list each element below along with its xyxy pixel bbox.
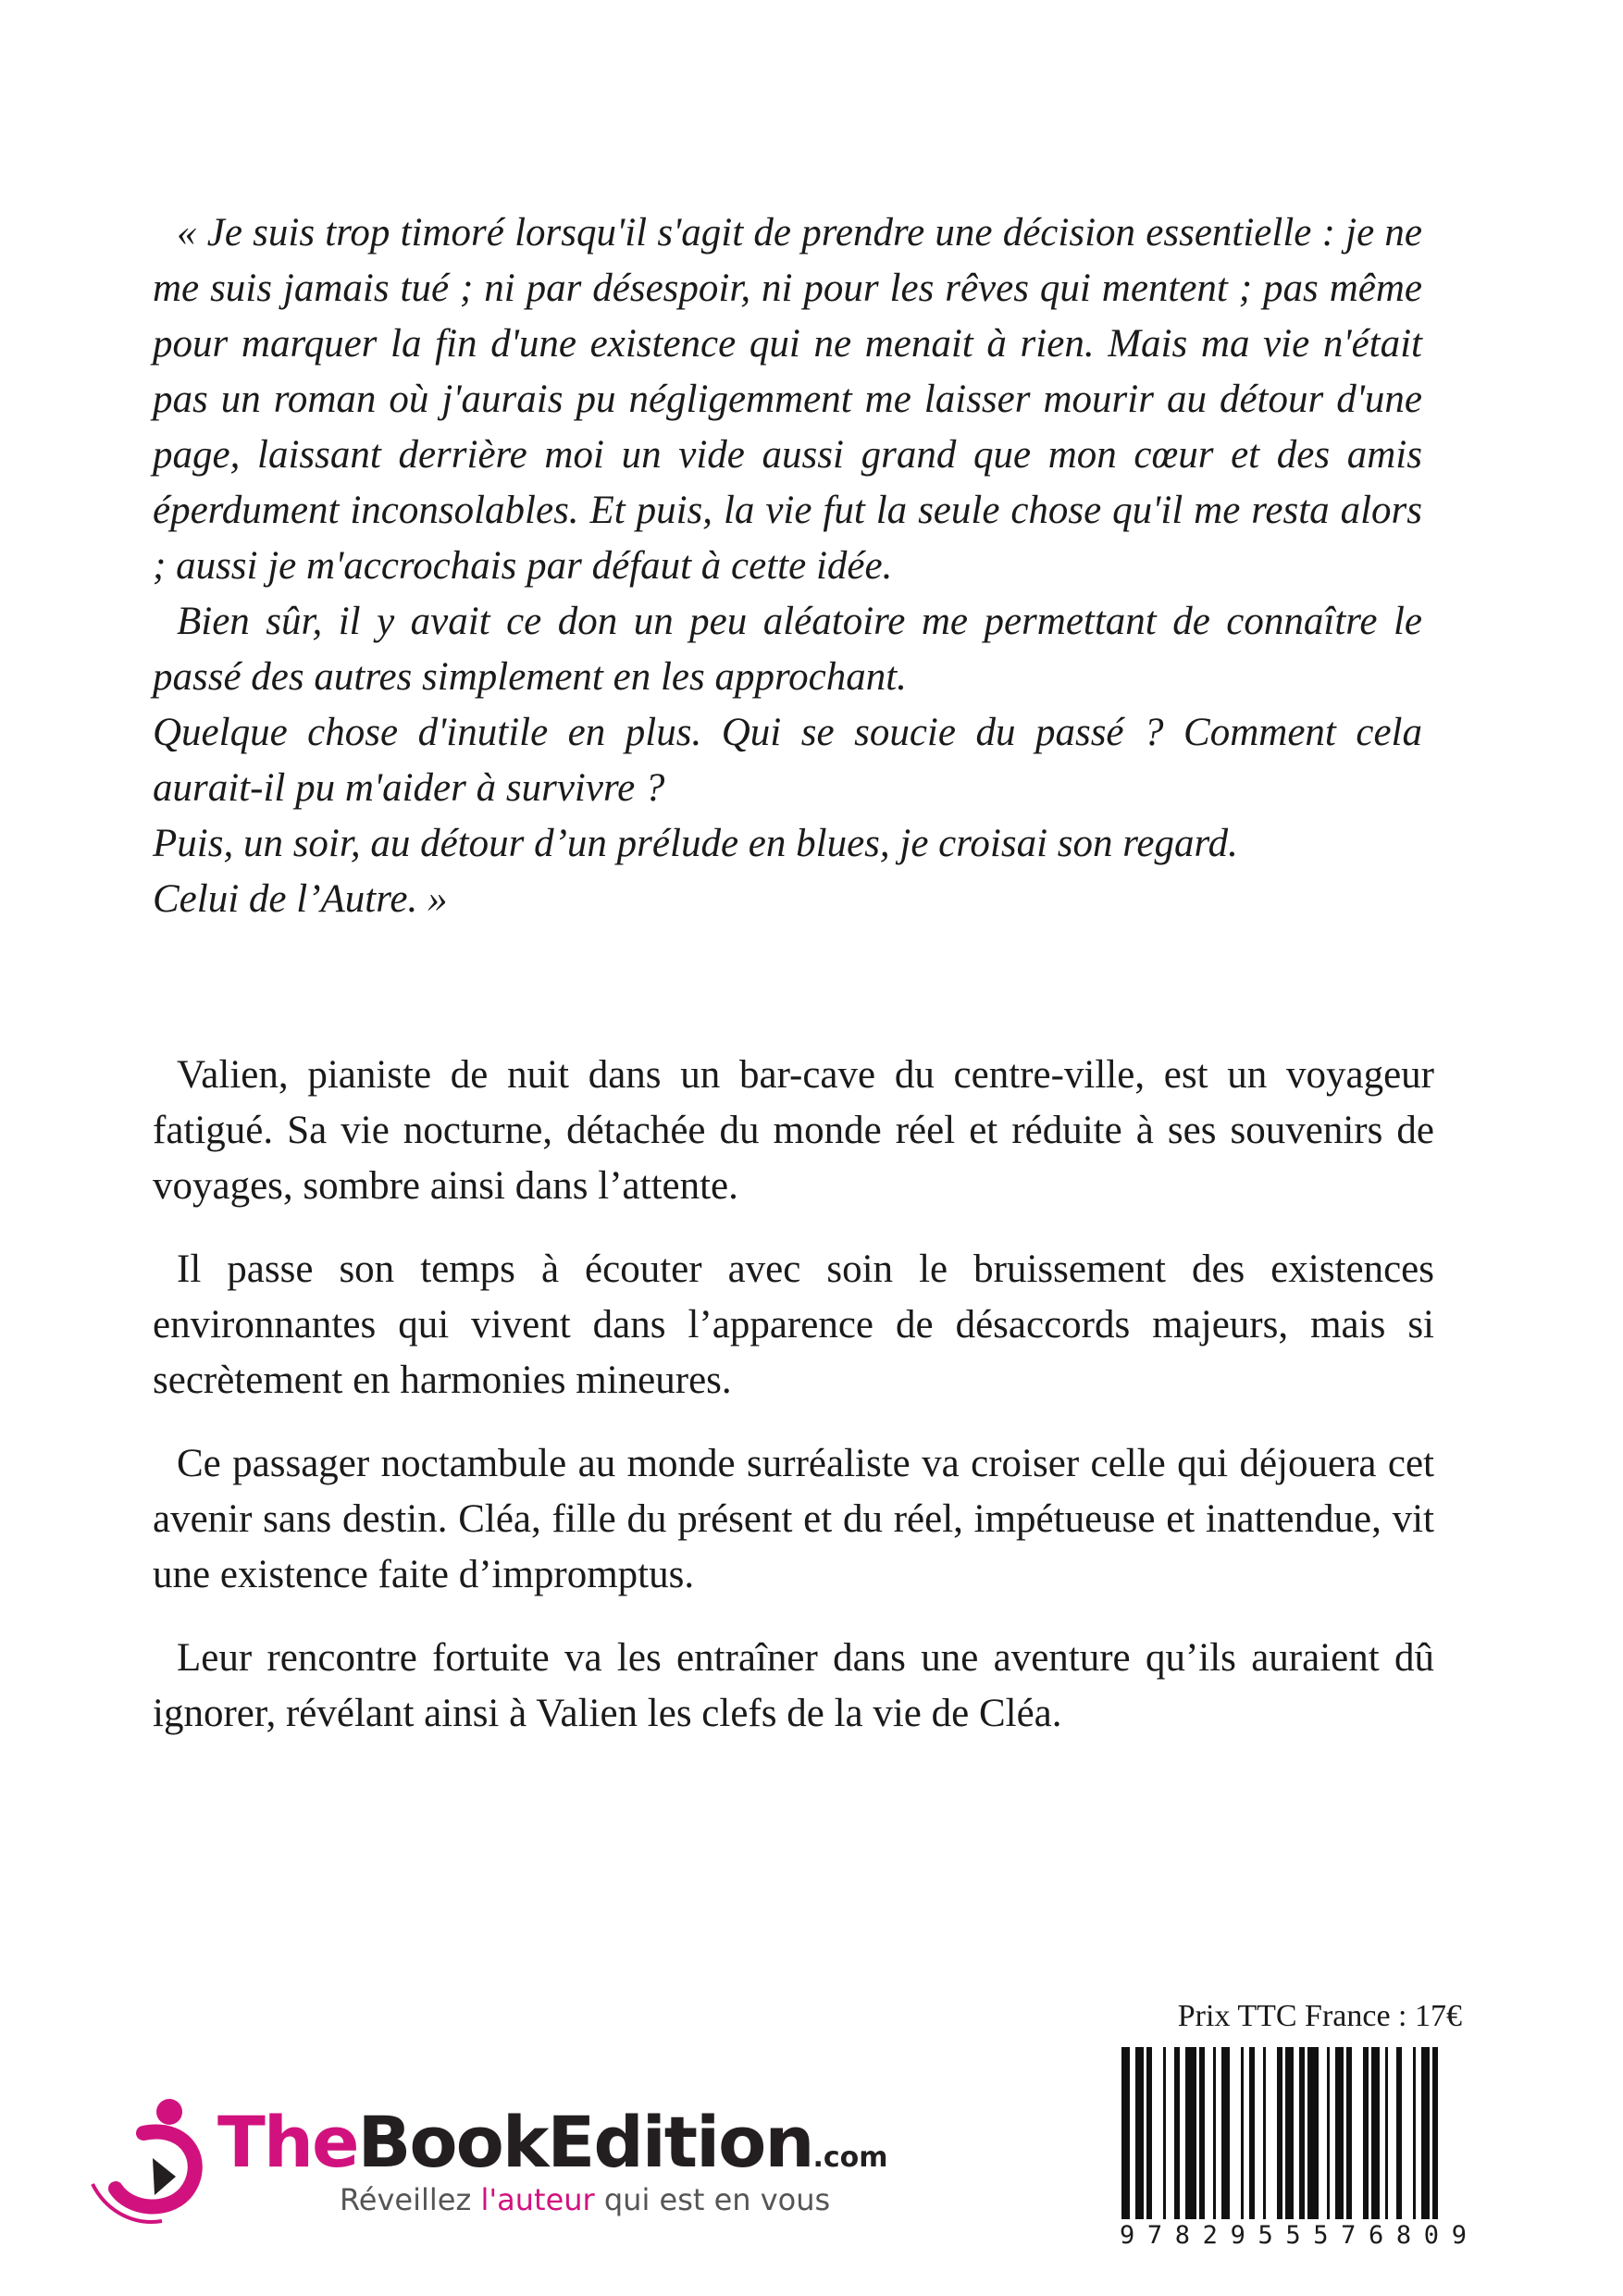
book-summary (153, 1048, 1434, 1769)
summary-paragraph: Leur rencontre fortuite va les entraîner dans une aventure qu’ils auraient dû ignorer, révélant ainsi à Valien les clefs de la vie de Cléa. (153, 1636, 1434, 1735)
isbn-barcode (1120, 2047, 1467, 2219)
isbn-digit: 9 (1451, 2221, 1467, 2250)
barcode-bar (1241, 2047, 1244, 2219)
barcode-bar (1432, 2047, 1438, 2219)
logo-book-edition: BookEdition (357, 2101, 813, 2183)
tagline-start: Réveillez (340, 2182, 481, 2217)
quote-paragraph: Celui de l’Autre. » (153, 877, 448, 921)
barcode-bar (1121, 2047, 1130, 2219)
barcode-bar (1385, 2047, 1388, 2219)
publisher-tagline (340, 2182, 830, 2217)
isbn-digit: 5 (1285, 2221, 1301, 2250)
isbn-digit: 7 (1146, 2221, 1163, 2250)
isbn-digit: 2 (1202, 2221, 1218, 2250)
barcode-bar (1327, 2047, 1330, 2219)
publisher-logo-icon (88, 2091, 227, 2230)
barcode-bar (1221, 2047, 1230, 2219)
barcode-bar (1199, 2047, 1205, 2219)
quote-paragraph: Quelque chose d'inutile en plus. Qui se soucie du passé ? Comment cela aurait-il pu m'aider à survivre ? (153, 711, 1422, 810)
logo-com: .com (812, 2141, 888, 2174)
barcode-bar (1346, 2047, 1352, 2219)
summary-paragraph: Ce passager noctambule au monde surréaliste va croiser celle qui déjouera cet avenir sans destin. Cléa, fille du présent et du réel, impétueuse et inattendue, vit une existence faite d’impromptus. (153, 1442, 1434, 1596)
barcode-bar (1277, 2047, 1282, 2219)
quote-paragraph: « Je suis trop timoré lorsqu'il s'agit de prendre une décision essentielle : je ne me suis jamais tué ; ni par désespoir, ni pour les rêves qui mentent ; pas même pour marquer la fin d'une existence qui ne menait à rien. Mais ma vie n'était pas un roman où j'aurais pu négligemment me laisser mourir au détour d'une page, laissant derrière moi un vide aussi grand que mon cœur et des amis éperdument inconsolables. Et puis, la vie fut la seule chose qu'il me resta alors ; aussi je m'accrochais par défaut à cette idée. (153, 211, 1422, 588)
barcode-bar (1174, 2047, 1180, 2219)
isbn-digit: 8 (1395, 2221, 1412, 2250)
price-label: Prix TTC France : 17€ (1177, 1999, 1462, 2033)
summary-paragraph: Il passe son temps à écouter avec soin le bruissement des existences environnantes qui vivent dans l’apparence de désaccords majeurs, mais si secrètement en harmonies mineures. (153, 1247, 1434, 1402)
barcode-bar (1185, 2047, 1196, 2219)
barcode-bar (1285, 2047, 1294, 2219)
barcode-bar (1396, 2047, 1402, 2219)
isbn-digits (1120, 2221, 1467, 2250)
isbn-digit: 0 (1423, 2221, 1440, 2250)
tagline-end: qui est en vous (594, 2182, 831, 2217)
barcode-bar (1371, 2047, 1380, 2219)
barcode-bar (1263, 2047, 1266, 2219)
isbn-digit: 6 (1369, 2221, 1384, 2250)
barcode-bar (1299, 2047, 1305, 2219)
barcode-bar (1146, 2047, 1152, 2219)
summary-paragraph: Valien, pianiste de nuit dans un bar-cave du centre-ville, est un voyageur fatigué. Sa vie nocturne, détachée du monde réel et réduite à ses souvenirs de voyages, sombre ainsi dans l’attente. (153, 1053, 1434, 1208)
quote-paragraph: Bien sûr, il y avait ce don un peu aléatoire me permettant de connaître le passé des autres simplement en les approchant. (153, 600, 1422, 699)
barcode-bar (1421, 2047, 1430, 2219)
tagline-highlight: l'auteur (480, 2182, 595, 2217)
barcode-bar (1335, 2047, 1344, 2219)
back-cover-quote (153, 205, 1422, 927)
barcode-bar (1135, 2047, 1144, 2219)
publisher-logo (88, 2091, 888, 2230)
barcode-bar (1307, 2047, 1319, 2219)
barcode-bars (1120, 2047, 1467, 2219)
isbn-digit: 5 (1313, 2221, 1329, 2250)
isbn-digit: 8 (1174, 2221, 1191, 2250)
logo-the: The (217, 2101, 358, 2183)
isbn-digit: 5 (1258, 2221, 1273, 2250)
isbn-digit: 9 (1120, 2221, 1135, 2250)
isbn-digit: 7 (1341, 2221, 1357, 2250)
barcode-bar (1413, 2047, 1416, 2219)
barcode-bar (1213, 2047, 1216, 2219)
quote-paragraph: Puis, un soir, au détour d’un prélude en blues, je croisai son regard. (153, 822, 1238, 865)
isbn-digit: 9 (1230, 2221, 1245, 2250)
barcode-bar (1249, 2047, 1255, 2219)
barcode-bar (1163, 2047, 1166, 2219)
barcode-bar (1363, 2047, 1369, 2219)
